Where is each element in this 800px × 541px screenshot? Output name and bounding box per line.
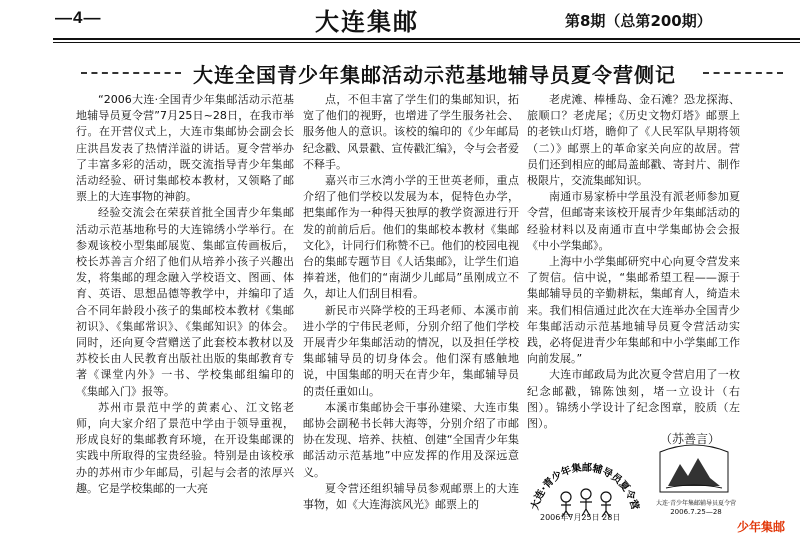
article-column-1 xyxy=(76,92,294,497)
paragraph: 苏州市景范中学的黄素心、江文铭老师，向大家介绍了景范中学由于领导重视，形成良好的集邮教育环境，在开设集邮课的实践中所取得的宝贵经验。特别是由该校承办的苏州市少年邮局，引起与会者的浓厚兴趣。它是学校集邮的一大亮 xyxy=(76,400,294,495)
title-dashes-left xyxy=(81,72,181,74)
masthead-title: 大连集邮 xyxy=(315,7,419,36)
seal-date: 2006年7月25日 28日 xyxy=(540,513,621,522)
commemorative-seal-image xyxy=(520,447,650,519)
corner-logo: 少年集邮 xyxy=(737,520,786,534)
paragraph: 新民市兴降学校的王玛老师、本溪市前进小学的宁伟民老师，分别介绍了他们学校开展青少年集邮活动的情况，以及担任学校集邮辅导员的切身体会。他们深有感触地说，中国集邮的明天在青少年，集邮辅导员的责任重如山。 xyxy=(303,303,519,398)
paragraph: 南通市易家桥中学虽没有派老师参加夏令营，但邮寄来该校开展青少年集邮活动的经验材料以及南通市直中学集邮协会会报《中小学集邮》。 xyxy=(527,190,740,252)
paragraph: 经验交流会在荣获首批全国青少年集邮活动示范基地称号的大连锦绣小学举行。在参观该校小型集邮展览、集邮宣传画板后，校长苏善言介绍了他们从培养小孩子兴趣出发，将集邮的理念融入学校语文、图画、体育、英语、思想品德等教学中，并编印了适合不同年龄段小孩子的集邮校本教材《集邮初识》、《集邮常识》、《集邮知识》的体会。同时，还向夏令营赠送了此套校本教材以及苏校长由人民教育出版社出版的集邮教育专著《课堂内外》一书、学校集邮组编印的《集邮入门》报等。 xyxy=(76,206,294,398)
article-title-bar xyxy=(53,58,800,88)
postmark-caption: 大连·青少年集邮辅导员夏令营 xyxy=(656,500,736,507)
article-column-3 xyxy=(527,92,740,432)
article-title: 大连全国青少年集邮活动示范基地辅导员夏令营侧记 xyxy=(193,63,676,87)
issue-number: 第8期（总第200期） xyxy=(565,12,712,30)
page-header xyxy=(0,0,800,36)
paragraph: 点，不但丰富了学生们的集邮知识，拓宽了他们的视野，也增进了学生服务社会、服务他人的意识。该校的编印的《少年邮局纪念戳、风景戳、宣传戳汇编》，令与会者爱不释手。 xyxy=(303,93,519,171)
header-rule-thin xyxy=(53,42,800,43)
paragraph: “2006大连·全国青少年集邮活动示范基地辅导员夏令营”7月25日~28日，在我市举行。在开营仪式上，大连市集邮协会副会长庄洪昌发表了热情洋溢的讲话。夏令营举办了丰富多彩的活动，既交流指导青少年集邮活动经验、研讨集邮校本教材，又领略了邮票上的大连事物的神韵。 xyxy=(76,93,294,204)
paragraph: 老虎滩、棒棰岛、金石滩？恐龙探海、旅顺口？老虎尾；《历史文物灯塔》邮票上的老铁山灯塔，瞻仰了《人民军队早期将领（二）》邮票上的革命家关向应的故居。营员们还到相应的邮局盖邮戳、寄封片、制作极限片，交流集邮知识。 xyxy=(527,93,740,188)
paragraph: 上海中小学集邮研究中心向夏令营发来了贺信。信中说，“集邮希望工程——源于集邮辅导员的辛勤耕耘，集邮育人，绮造未来。我们相信通过此次在大连举办全国青少年集邮活动示范基地辅导员夏令营活动实践，必将促进青少年集邮和中小学集邮工作向前发展。” xyxy=(527,255,740,366)
article-author: （苏善言） xyxy=(660,432,721,446)
paragraph: 本溪市集邮协会干事孙建梁、大连市集邮协会副秘书长韩大海等，分别介绍了市邮协在发现、培养、扶植、创建“全国青少年集邮活动示范基地”中应发挥的作用及深远意义。 xyxy=(303,400,519,479)
article-column-2 xyxy=(303,92,519,513)
header-rule xyxy=(53,38,800,40)
paragraph: 夏令营还组织辅导员参观邮票上的大连事物，如《大连海滨风光》邮票上的 xyxy=(303,481,519,512)
seal-arc-text: 大连·青少年集邮辅导员夏令营 xyxy=(529,462,641,512)
title-dashes-right xyxy=(703,72,783,74)
page-number: —4— xyxy=(55,8,102,27)
postmark-date: 2006.7.25—28 xyxy=(670,508,722,516)
paragraph: 嘉兴市三水湾小学的王世英老师，重点介绍了他们学校以发展为本，促特色办学，把集邮作为一种得天独厚的教学资源进行开发的前前后后。他们的集邮校本教材《集邮文化》，计同行们称赞不已。他们的校园电视台的集邮专题节目《人话集邮》，让学生们追捧着迷，他们的“南湖少儿邮局”虽刚成立不久，却让人们刮目相看。 xyxy=(303,174,519,301)
paragraph: 大连市邮政局为此次夏令营启用了一枚纪念邮戳，锦陈蚀刻，堵一立设计（右图）。锦绣小学设计了纪念图章，胶质（左图）。 xyxy=(527,368,740,431)
